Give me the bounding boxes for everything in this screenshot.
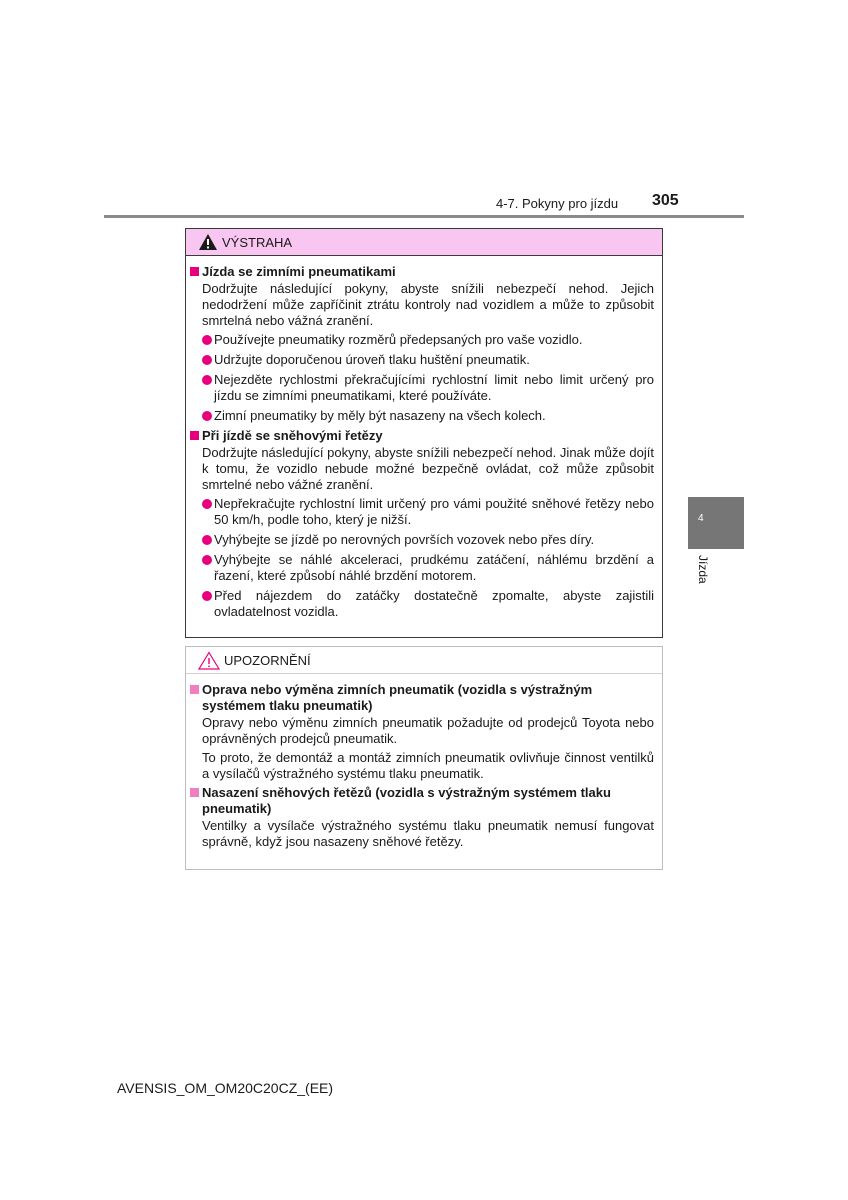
list-item <box>190 532 654 548</box>
warning-section-title <box>190 428 654 444</box>
list-item-text: Používejte pneumatiky rozměrů předepsaných pro vaše vozidlo. <box>214 332 583 347</box>
list-item-text: Nejezděte rychlostmi překračujícími rychlostní limit nebo limit určený pro jízdu se zimními pneumatikami, které používáte. <box>214 372 654 403</box>
round-bullet-icon <box>202 355 212 365</box>
header-section-title: 4-7. Pokyny pro jízdu <box>496 196 619 211</box>
section-title-text: Při jízdě se sněhovými řetězy <box>202 428 383 443</box>
list-item-text: Před nájezdem do zatáčky dostatečně zpomalte, abyste zajistili ovladatelnost vozidla. <box>214 588 654 619</box>
notice-box <box>185 646 663 870</box>
list-item <box>190 332 654 348</box>
chapter-tab-number: 4 <box>698 513 704 524</box>
round-bullet-icon <box>202 591 212 601</box>
header-divider <box>104 215 744 218</box>
warning-body <box>186 256 662 620</box>
section-title-text: Oprava nebo výměna zimních pneumatik (vozidla s výstražným systémem tlaku pneumatik) <box>202 682 593 713</box>
square-bullet-icon <box>190 788 199 797</box>
warning-paragraph: Dodržujte následující pokyny, abyste snížili nebezpečí nehod. Jinak může dojít k tomu, že vozidlo nebude možné bezpečně ovládat, což může způsobit smrtelné nebo vážné zranění. <box>202 445 654 492</box>
round-bullet-icon <box>202 411 212 421</box>
list-item <box>190 372 654 404</box>
list-item <box>190 588 654 620</box>
chapter-tab-label: Jízda <box>696 555 710 584</box>
square-bullet-icon <box>190 431 199 440</box>
notice-paragraph: To proto, že demontáž a montáž zimních pneumatik ovlivňuje činnost ventilků a vysílačů výstražného systému tlaku pneumatik. <box>202 750 654 781</box>
list-item-text: Udržujte doporučenou úroveň tlaku huštění pneumatik. <box>214 352 530 367</box>
list-item <box>190 352 654 368</box>
square-bullet-icon <box>190 267 199 276</box>
list-item-text: Vyhýbejte se jízdě po nerovných površích vozovek nebo přes díry. <box>214 532 595 547</box>
section-title-text: Nasazení sněhových řetězů (vozidla s výstražným systémem tlaku pneumatik) <box>202 785 611 816</box>
warning-paragraph: Dodržujte následující pokyny, abyste snížili nebezpečí nehod. Jejich nedodržení může zapříčinit ztrátu kontroly nad vozidlem a může to způsobit smrtelná nebo vážná zranění. <box>202 281 654 328</box>
page-number: 305 <box>652 192 679 209</box>
notice-section-title <box>190 785 654 817</box>
section-title-text: Jízda se zimními pneumatikami <box>202 264 396 279</box>
warning-triangle-icon <box>198 233 218 251</box>
notice-header <box>186 647 662 674</box>
warning-header <box>186 229 662 256</box>
notice-section-title <box>190 682 654 714</box>
list-item <box>190 408 654 424</box>
document-code: AVENSIS_OM_OM20C20CZ_(EE) <box>117 1080 334 1096</box>
warning-title: VÝSTRAHA <box>222 234 293 250</box>
warning-box <box>185 228 663 638</box>
list-item-text: Vyhýbejte se náhlé akceleraci, prudkému zatáčení, náhlému brzdění a řazení, které způsobí náhlé brzdění motorem. <box>214 552 654 583</box>
round-bullet-icon <box>202 555 212 565</box>
chapter-tab <box>688 497 744 549</box>
notice-paragraph: Opravy nebo výměnu zimních pneumatik požadujte od prodejců Toyota nebo oprávněných prodejců pneumatik. <box>202 715 654 746</box>
caution-triangle-icon <box>198 651 220 670</box>
notice-paragraph: Ventilky a vysílače výstražného systému tlaku pneumatik nemusí fungovat správně, když jsou nasazeny sněhové řetězy. <box>202 818 654 849</box>
round-bullet-icon <box>202 335 212 345</box>
round-bullet-icon <box>202 375 212 385</box>
square-bullet-icon <box>190 685 199 694</box>
list-item <box>190 552 654 584</box>
warning-section-title <box>190 264 654 280</box>
round-bullet-icon <box>202 535 212 545</box>
notice-body <box>186 674 662 850</box>
list-item-text: Zimní pneumatiky by měly být nasazeny na všech kolech. <box>214 408 546 423</box>
list-item-text: Nepřekračujte rychlostní limit určený pro vámi použité sněhové řetězy nebo 50 km/h, podle toho, který je nižší. <box>214 496 654 527</box>
list-item <box>190 496 654 528</box>
round-bullet-icon <box>202 499 212 509</box>
notice-title: UPOZORNĚNÍ <box>224 652 311 668</box>
